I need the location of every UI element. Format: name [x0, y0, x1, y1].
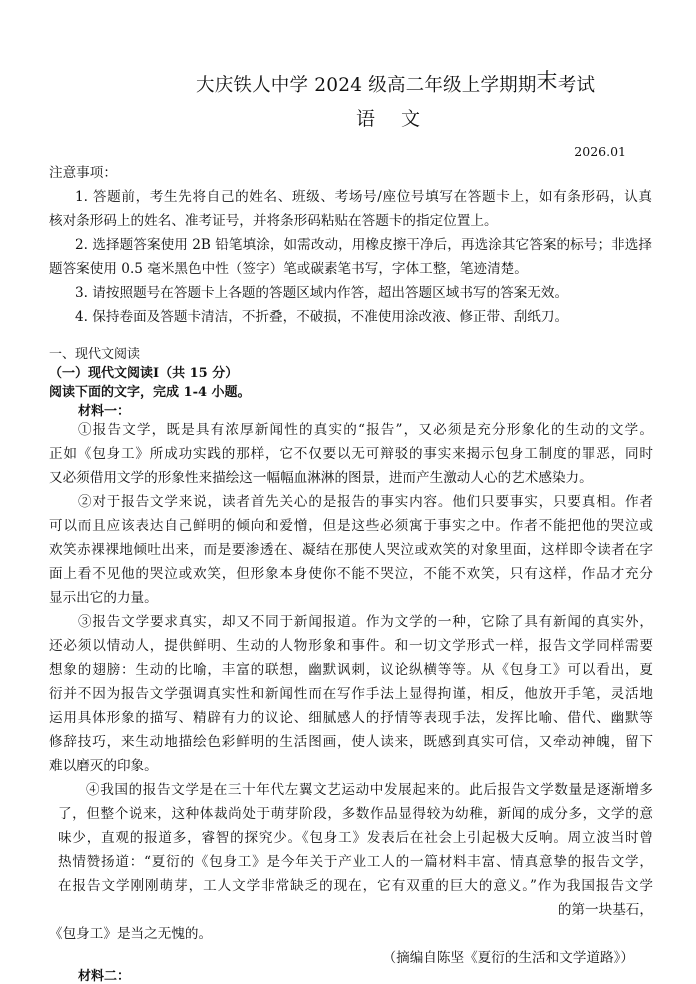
- body-line-8: 显示出它的力量。: [49, 590, 158, 606]
- notice-line-2: 核对条形码上的姓名、准考证号，并将条形码粘贴在答题卡的指定位置上。: [49, 213, 498, 229]
- notice-line-5: 3. 请按照题号在答题卡上各题的答题区域内作答，超出答题区域书写的答案无效。: [75, 285, 569, 301]
- body-line-13: 运用具体形象的描写、精辟有力的议论、细腻感人的抒情等表现手法，发挥比喻、借代、幽默等: [49, 710, 653, 726]
- body-line-16: ④我国的报告文学是在三十年代左翼文艺运动中发展起来的。此后报告文学数量是逐渐增多: [86, 782, 653, 798]
- body-line-6: 欢笑赤裸裸地倾吐出来，而是要渗透在、凝结在那使人哭泣或欢笑的对象里面，这样即令读者在字: [49, 542, 653, 558]
- body-line-3: 又必须借用文学的形象性来描绘这一幅幅血淋淋的图景，进而产生激动人心的艺术感染力。: [49, 470, 593, 486]
- body-line-2: 正如《包身工》所成功实践的那样，它不仅要以无可辩驳的事实来揭示包身工制度的罪恶，同时: [49, 446, 653, 462]
- exam-title-main: 大庆铁人中学 2024 级高二年级上学期期: [196, 75, 537, 96]
- body-line-22: 《包身工》是当之无愧的。: [49, 926, 213, 942]
- body-line-20: 在报告文学刚刚萌芽，工人文学非常缺乏的现在，它有双重的巨大的意义。”作为我国报告文学: [58, 878, 653, 894]
- exam-title-mark: 末: [536, 69, 558, 93]
- exam-title: [196, 69, 596, 96]
- body-line-17: 了，但整个说来，这种体裁尚处于萌芽阶段，多数作品显得较为幼稚，新闻的成分多，文学的意: [58, 806, 653, 822]
- exam-title-end: 考试: [557, 75, 596, 96]
- subject-title: 语 文: [356, 108, 431, 130]
- body-line-4: ②对于报告文学来说，读者首先关心的是报告的事实内容。他们只要事实，只要真相。作者: [78, 494, 653, 510]
- body-line-14: 修辞技巧，来生动地描绘色彩鲜明的生活图画，使人读来，既感到真实可信，又牵动神魄，留下: [49, 734, 653, 750]
- material-2-label: 材料二：: [78, 969, 131, 984]
- notice-line-4: 题答案使用 0.5 毫米黑色中性（签字）笔或碳素笔书写，字体工整，笔迹清楚。: [49, 261, 528, 277]
- notice-heading: 注意事项：: [49, 165, 117, 181]
- section-heading: 一、现代文阅读: [49, 347, 141, 362]
- notice-line-3: 2. 选择题答案使用 2B 铅笔填涂，如需改动，用橡皮擦干净后，再选涂其它答案的标号；非选择: [75, 237, 652, 253]
- reading-instruction: 阅读下面的文字，完成 1-4 小题。: [49, 385, 251, 400]
- body-line-12: 衍并不因为报告文学强调真实性和新闻性而在写作手法上显得拘谨，相反，他放开手笔，灵活地: [49, 686, 653, 702]
- body-line-7: 面上看不见他的哭泣或欢笑，但形象本身使你不能不哭泣，不能不欢笑，只有这样，作品才充分: [49, 566, 653, 582]
- material-1-label: 材料一：: [78, 404, 131, 419]
- body-line-10: 还必须以情动人，提供鲜明、生动的人物形象和事件。和一切文学形式一样，报告文学同样需要: [49, 638, 653, 654]
- body-line-19: 热情赞扬道：“夏衍的《包身工》是今年关于产业工人的一篇材料丰富、情真意挚的报告文学，: [58, 854, 653, 870]
- exam-date: 2026.01: [574, 144, 626, 159]
- body-line-9: ③报告文学要求真实，却又不同于新闻报道。作为文学的一种，它除了具有新闻的真实外，: [78, 614, 653, 630]
- body-line-18: 味少，直观的报道多，睿智的探究少。《包身工》发表后在社会上引起极大反响。周立波当时曾: [58, 830, 653, 846]
- body-line-11: 想象的翅膀：生动的比喻，丰富的联想，幽默讽刺，议论纵横等等。从《包身工》可以看出，夏: [49, 662, 653, 678]
- body-line-5: 可以而且应该表达自己鲜明的倾向和爱憎，但是这些必须寓于事实之中。作者不能把他的哭泣或: [49, 518, 653, 534]
- body-line-15: 难以磨灭的印象。: [49, 758, 158, 774]
- source-citation: （摘编自陈坚《夏衍的生活和文学道路》）: [382, 950, 634, 966]
- body-line-1: ①报告文学，既是具有浓厚新闻性的真实的“报告”，又必须是充分形象化的生动的文学。: [78, 422, 653, 438]
- notice-line-1: 1. 答题前，考生先将自己的姓名、班级、考场号/座位号填写在答题卡上，如有条形码，认真: [75, 189, 652, 205]
- notice-line-6: 4. 保持卷面及答题卡清洁，不折叠，不破损，不准使用涂改液、修正带、刮纸刀。: [75, 309, 569, 325]
- subsection-heading: （一）现代文阅读Ⅰ（共 15 分）: [49, 366, 239, 381]
- body-line-21: 的第一块基石，: [557, 902, 653, 918]
